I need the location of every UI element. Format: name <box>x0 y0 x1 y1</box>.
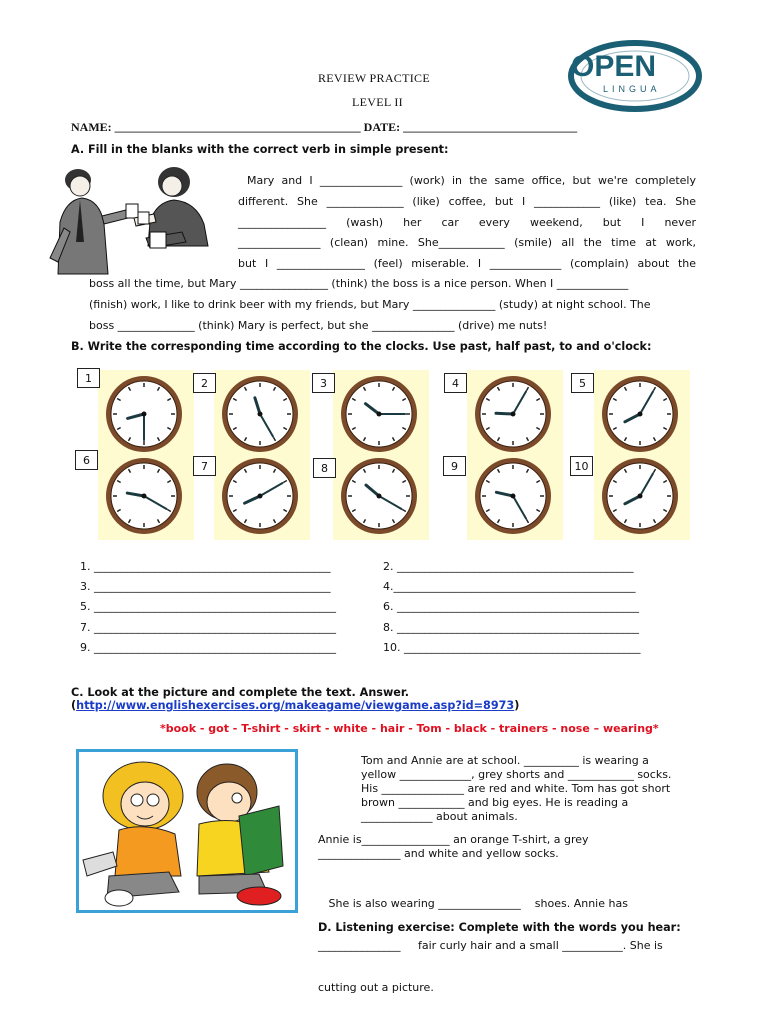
clock-center <box>638 412 643 417</box>
clock-center <box>511 494 516 499</box>
link-paren-open: ( <box>71 699 77 712</box>
clock-9 <box>467 452 563 540</box>
clock-number-3: 3 <box>312 373 335 393</box>
section-c-line: cutting out a picture. <box>318 981 434 994</box>
answer-line: 3. ___________________________________________ <box>80 580 331 593</box>
section-c-paragraph-1 <box>361 754 671 824</box>
answer-line: 10. ___________________________________________ <box>383 641 641 654</box>
page-level: LEVEL II <box>352 95 403 109</box>
section-a-heading: A. Fill in the blanks with the correct verb in simple present: <box>71 143 449 156</box>
section-c-line: Annie is________________ an orange T-shirt, a grey <box>318 833 589 846</box>
section-c-line: She is also wearing _______________ shoes. Annie has <box>318 897 628 910</box>
section-c-line: brown ____________ and big eyes. He is reading a <box>361 796 629 809</box>
hour-hand <box>496 413 513 414</box>
clock-number-5: 5 <box>571 373 594 393</box>
answer-line: 2. ___________________________________________ <box>383 560 634 573</box>
clock-4 <box>467 370 563 458</box>
clock-face-5 <box>594 370 690 458</box>
clock-face-8 <box>333 452 429 540</box>
clock-center <box>377 494 382 499</box>
section-a-line: ________________ (wash) her car every weekend, but I never <box>238 215 696 229</box>
clock-5 <box>594 370 690 458</box>
clock-3 <box>333 370 429 458</box>
section-a-line: Mary and I _______________ (work) in the same office, but we're completely <box>247 174 696 187</box>
clock-center <box>258 494 263 499</box>
clock-face-4 <box>467 370 563 458</box>
answer-line: 8. ____________________________________________ <box>383 621 639 634</box>
section-a-line: boss ______________ (think) Mary is perfect, but she _______________ (drive) me nuts! <box>89 318 548 332</box>
name-date-line: NAME: _________________________________________ DATE: _____________________________ <box>71 120 578 134</box>
section-b-heading: B. Write the corresponding time according to the clocks. Use past, half past, to and o'clock: <box>71 340 652 353</box>
clock-number-2: 2 <box>193 373 216 393</box>
clock-number-10: 10 <box>570 456 593 476</box>
section-a-line: _______________ (clean) mine. She____________ (smile) all the time at work, <box>238 236 696 250</box>
section-d-heading: D. Listening exercise: Complete with the words you hear: <box>318 921 681 934</box>
section-c-line: His _______________ are red and white. Tom has got short <box>361 782 671 795</box>
section-a-paragraph <box>238 171 696 275</box>
clock-7 <box>214 452 310 540</box>
clock-8 <box>333 452 429 540</box>
section-c-line: Tom and Annie are at school. __________ is wearing a <box>361 754 649 767</box>
answer-line: 7. ____________________________________________ <box>80 621 336 634</box>
link-paren-close: ) <box>514 699 520 712</box>
clock-face-3 <box>333 370 429 458</box>
clock-1 <box>98 370 194 458</box>
answer-line: 1. ___________________________________________ <box>80 560 331 573</box>
clock-number-6: 6 <box>75 450 98 470</box>
answer-line: 6. ____________________________________________ <box>383 600 639 613</box>
clock-center <box>258 412 263 417</box>
open-lingua-logo <box>563 38 703 114</box>
clock-number-1: 1 <box>77 368 100 388</box>
section-c-link-line <box>71 699 519 712</box>
clock-center <box>377 412 382 417</box>
clock-2 <box>214 370 310 458</box>
section-a-line: boss all the time, but Mary ________________ (think) the boss is a nice person. When I _____________ <box>89 277 629 290</box>
section-c-line: _______________ and white and yellow socks. <box>318 847 559 860</box>
section-c-line: _______________ fair curly hair and a small ___________. She is <box>318 939 663 952</box>
answer-line: 4.____________________________________________ <box>383 580 636 593</box>
section-a-line: (finish) work, I like to drink beer with my friends, but Mary _______________ (study) at night school. The <box>89 297 651 311</box>
section-c-paragraph-2 <box>318 833 589 861</box>
section-a-line: but I ________________ (feel) miserable. I _____________ (complain) about the <box>238 257 696 271</box>
clock-number-4: 4 <box>444 373 467 393</box>
clock-number-8: 8 <box>313 458 336 478</box>
clock-center <box>142 494 147 499</box>
section-a-line: different. She ______________ (like) coffee, but I ____________ (like) tea. She <box>238 194 696 208</box>
office-workers-illustration <box>46 162 216 284</box>
answer-line: 5. ____________________________________________ <box>80 600 336 613</box>
clock-face-6 <box>98 452 194 540</box>
section-a-paragraph-wide <box>89 274 651 336</box>
section-c-heading: C. Look at the picture and complete the text. Answer. <box>71 686 410 699</box>
page-title: REVIEW PRACTICE <box>318 71 430 85</box>
clock-number-9: 9 <box>443 456 466 476</box>
tom-and-annie-illustration <box>76 749 298 913</box>
clock-face-2 <box>214 370 310 458</box>
clock-face-7 <box>214 452 310 540</box>
word-bank: *book - got - T-shirt - skirt - white - hair - Tom - black - trainers - nose – wearing* <box>160 722 659 735</box>
answer-line: 9. ____________________________________________ <box>80 641 336 654</box>
clock-6 <box>98 452 194 540</box>
clock-center <box>638 494 643 499</box>
section-c-paragraph-3 <box>318 869 663 1009</box>
clock-face-10 <box>594 452 690 540</box>
logo-text: OPEN <box>571 50 657 83</box>
clock-center <box>142 412 147 417</box>
clock-number-7: 7 <box>193 456 216 476</box>
english-exercises-link[interactable]: http://www.englishexercises.org/makeagame/viewgame.asp?id=8973 <box>76 699 515 712</box>
section-c-line: yellow _____________, grey shorts and ____________ socks. <box>361 768 672 781</box>
clock-face-9 <box>467 452 563 540</box>
clock-center <box>511 412 516 417</box>
clock-face-1 <box>98 370 194 458</box>
logo-subtext: LINGUA <box>603 84 661 94</box>
clock-10 <box>594 452 690 540</box>
section-c-line: _____________ about animals. <box>361 810 518 823</box>
